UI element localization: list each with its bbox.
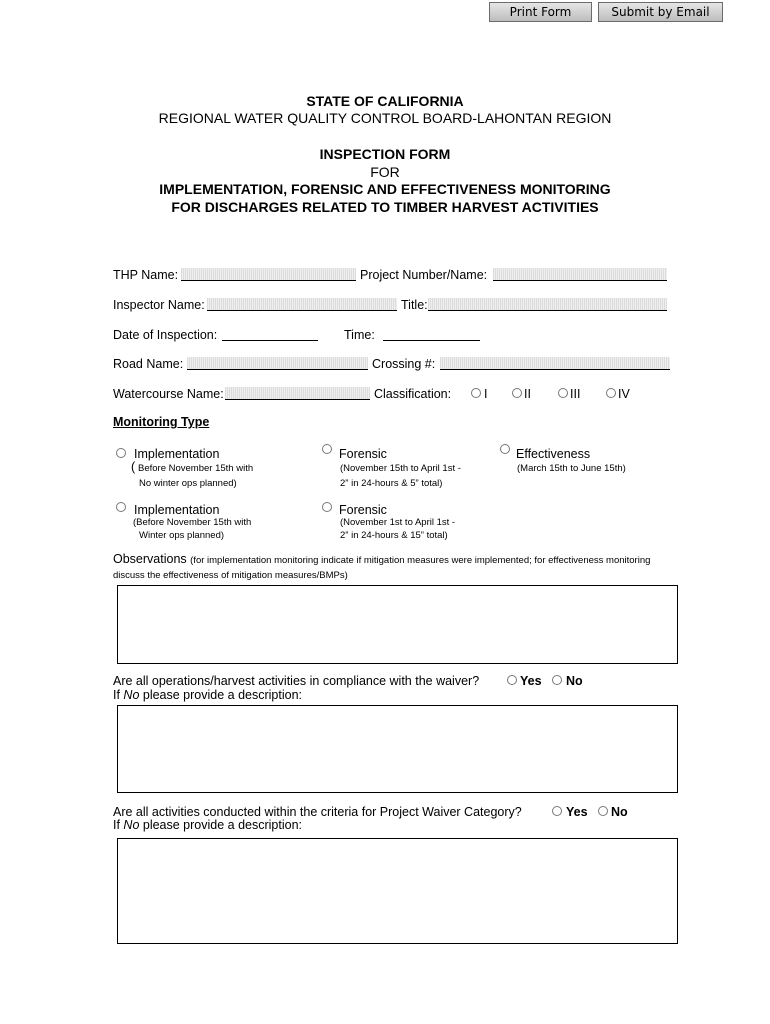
compliance-no-radio[interactable] <box>552 675 562 685</box>
submit-by-email-button[interactable]: Submit by Email <box>598 2 723 22</box>
class-iv-label: IV <box>618 387 630 401</box>
watercourse-label: Watercourse Name: <box>113 387 224 401</box>
forensic-note-1b: 2” in 24-hours & 5” total) <box>340 478 443 489</box>
observations-note-2: discuss the effectiveness of mitigation measures/BMPs) <box>113 570 348 581</box>
implementation-paren-1: ( <box>131 460 136 474</box>
compliance-yes-radio[interactable] <box>507 675 517 685</box>
crossing-label: Crossing #: <box>372 357 436 371</box>
implementation-label-1: Implementation <box>134 447 220 461</box>
forensic-note-1a: (November 15th to April 1st - <box>340 463 461 474</box>
crossing-input[interactable] <box>440 357 670 370</box>
form-title: INSPECTION FORM <box>319 146 451 162</box>
forensic-radio-2[interactable] <box>322 502 332 512</box>
implementation-note-1b: No winter ops planned) <box>139 478 237 489</box>
date-input[interactable] <box>222 328 318 341</box>
forensic-note-2a: (November 1st to April 1st - <box>340 517 456 528</box>
watercourse-input[interactable] <box>225 387 370 400</box>
waiver-prompt <box>113 818 302 832</box>
waiver-yes-label: Yes <box>566 805 588 819</box>
waiver-prompt-post: please provide a description: <box>139 818 303 832</box>
class-iv-radio[interactable] <box>606 388 616 398</box>
waiver-no-label: No <box>611 805 628 819</box>
header-for: FOR <box>370 164 400 180</box>
compliance-prompt-pre: If <box>113 688 124 702</box>
compliance-question: Are all operations/harvest activities in compliance with the waiver? <box>113 674 480 688</box>
road-name-input[interactable] <box>187 357 368 370</box>
class-i-label: I <box>484 387 488 401</box>
forensic-note-2b: 2” in 24-hours & 15” total) <box>340 530 448 541</box>
waiver-prompt-pre: If <box>113 818 124 832</box>
inspector-name-label: Inspector Name: <box>113 298 205 312</box>
effectiveness-note: (March 15th to June 15th) <box>517 463 626 474</box>
waiver-description-textarea[interactable] <box>117 838 678 944</box>
forensic-label-2: Forensic <box>339 503 387 517</box>
project-label: Project Number/Name: <box>360 268 488 282</box>
time-label: Time: <box>344 328 375 342</box>
implementation-note-1a: Before November 15th with <box>138 463 254 474</box>
header-board: REGIONAL WATER QUALITY CONTROL BOARD-LAHONTAN REGION <box>158 110 612 126</box>
class-ii-radio[interactable] <box>512 388 522 398</box>
observations-label: Observations <box>113 552 187 566</box>
waiver-no-radio[interactable] <box>598 806 608 816</box>
title-input[interactable] <box>428 298 667 311</box>
subtitle-line-2: FOR DISCHARGES RELATED TO TIMBER HARVEST ACTIVITIES <box>171 199 599 215</box>
waiver-prompt-em: No <box>123 818 140 832</box>
classification-label: Classification: <box>374 387 452 401</box>
class-i-radio[interactable] <box>471 388 481 398</box>
compliance-prompt-post: please provide a description: <box>139 688 303 702</box>
subtitle-line-1: IMPLEMENTATION, FORENSIC AND EFFECTIVENESS MONITORING <box>159 181 611 197</box>
waiver-yes-radio[interactable] <box>552 806 562 816</box>
compliance-prompt-em: No <box>123 688 140 702</box>
title-label: Title: <box>401 298 428 312</box>
compliance-prompt <box>113 688 302 702</box>
compliance-yes-label: Yes <box>520 674 542 688</box>
thp-name-input[interactable] <box>181 268 356 281</box>
monitoring-type-heading: Monitoring Type <box>113 415 210 429</box>
implementation-note-2b: Winter ops planned) <box>139 530 225 541</box>
waiver-question: Are all activities conducted within the criteria for Project Waiver Category? <box>113 805 522 819</box>
compliance-description-textarea[interactable] <box>117 705 678 793</box>
print-form-button[interactable]: Print Form <box>489 2 592 22</box>
time-input[interactable] <box>383 328 480 341</box>
observations-label-row <box>113 552 650 566</box>
class-ii-label: II <box>524 387 531 401</box>
implementation-label-2: Implementation <box>134 503 220 517</box>
class-iii-radio[interactable] <box>558 388 568 398</box>
effectiveness-radio[interactable] <box>500 444 510 454</box>
header-state: STATE OF CALIFORNIA <box>306 93 464 109</box>
effectiveness-label: Effectiveness <box>516 447 591 461</box>
inspector-name-input[interactable] <box>207 298 397 311</box>
observations-note-1: (for implementation monitoring indicate if mitigation measures were implemented; for effectiveness monitoring <box>190 555 651 566</box>
implementation-note-2a: (Before November 15th with <box>133 517 252 528</box>
road-name-label: Road Name: <box>113 357 184 371</box>
implementation-radio-1[interactable] <box>116 448 126 458</box>
forensic-radio-1[interactable] <box>322 444 332 454</box>
forensic-label-1: Forensic <box>339 447 387 461</box>
compliance-no-label: No <box>566 674 583 688</box>
date-label: Date of Inspection: <box>113 328 218 342</box>
implementation-radio-2[interactable] <box>116 502 126 512</box>
class-iii-label: III <box>570 387 581 401</box>
project-input[interactable] <box>493 268 667 281</box>
thp-name-label: THP Name: <box>113 268 179 282</box>
observations-textarea[interactable] <box>117 585 678 664</box>
